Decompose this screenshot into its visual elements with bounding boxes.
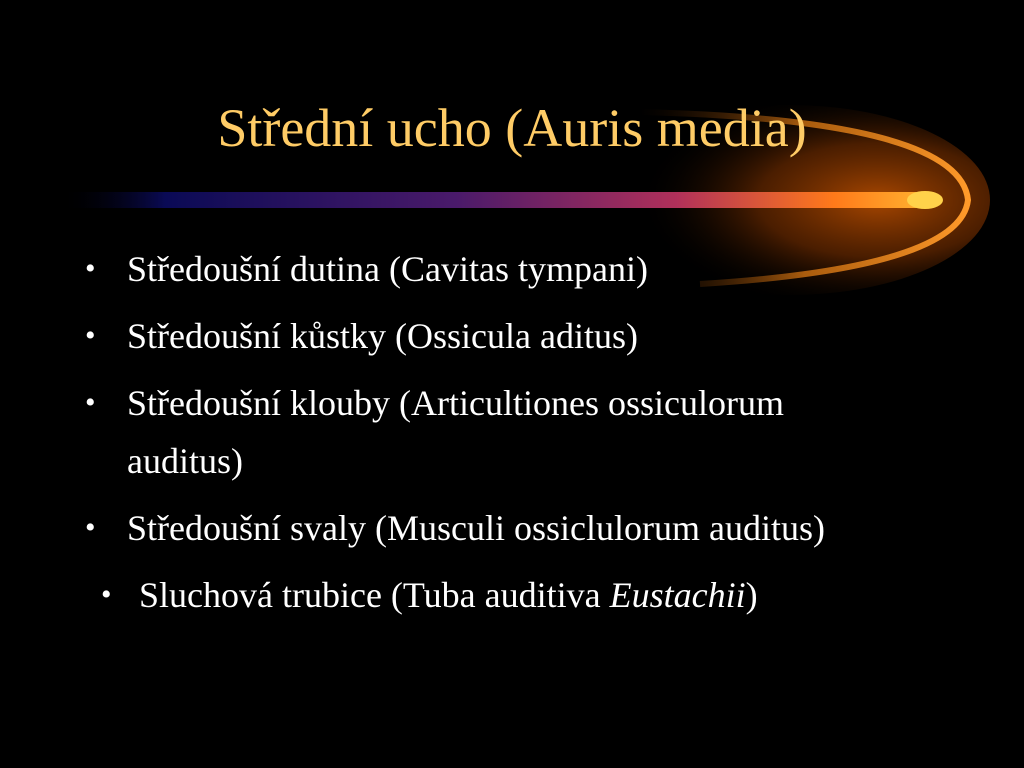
bullet-text: [139, 575, 758, 615]
bullet-item: [85, 374, 985, 490]
bullet-text: Středoušní kůstky (Ossicula aditus): [127, 316, 638, 356]
comet-head: [907, 191, 943, 209]
bullet-text: Středoušní klouby (Articultiones ossiculorum auditus): [127, 383, 784, 481]
slide-title: Střední ucho (Auris media): [217, 98, 807, 158]
comet-streak: [60, 192, 940, 208]
bullet-text-plain: Sluchová trubice (Tuba auditiva: [139, 575, 610, 615]
bullet-dot: •: [85, 386, 96, 419]
bullet-dot: •: [101, 578, 112, 611]
bullet-text-italic: Eustachii: [609, 575, 746, 615]
bullet-item: [85, 240, 985, 298]
bullet-text-end: ): [745, 575, 758, 615]
bullet-item: [85, 307, 985, 365]
bullet-item: [101, 566, 985, 624]
bullet-dot: •: [85, 511, 96, 544]
bullet-dot: •: [85, 252, 96, 285]
bullet-list: [85, 240, 985, 633]
bullet-item: [85, 499, 985, 557]
bullet-dot: •: [85, 319, 96, 352]
bullet-text: Středoušní dutina (Cavitas tympani): [127, 249, 648, 289]
bullet-text: Středoušní svaly (Musculi ossiclulorum auditus): [127, 508, 825, 548]
